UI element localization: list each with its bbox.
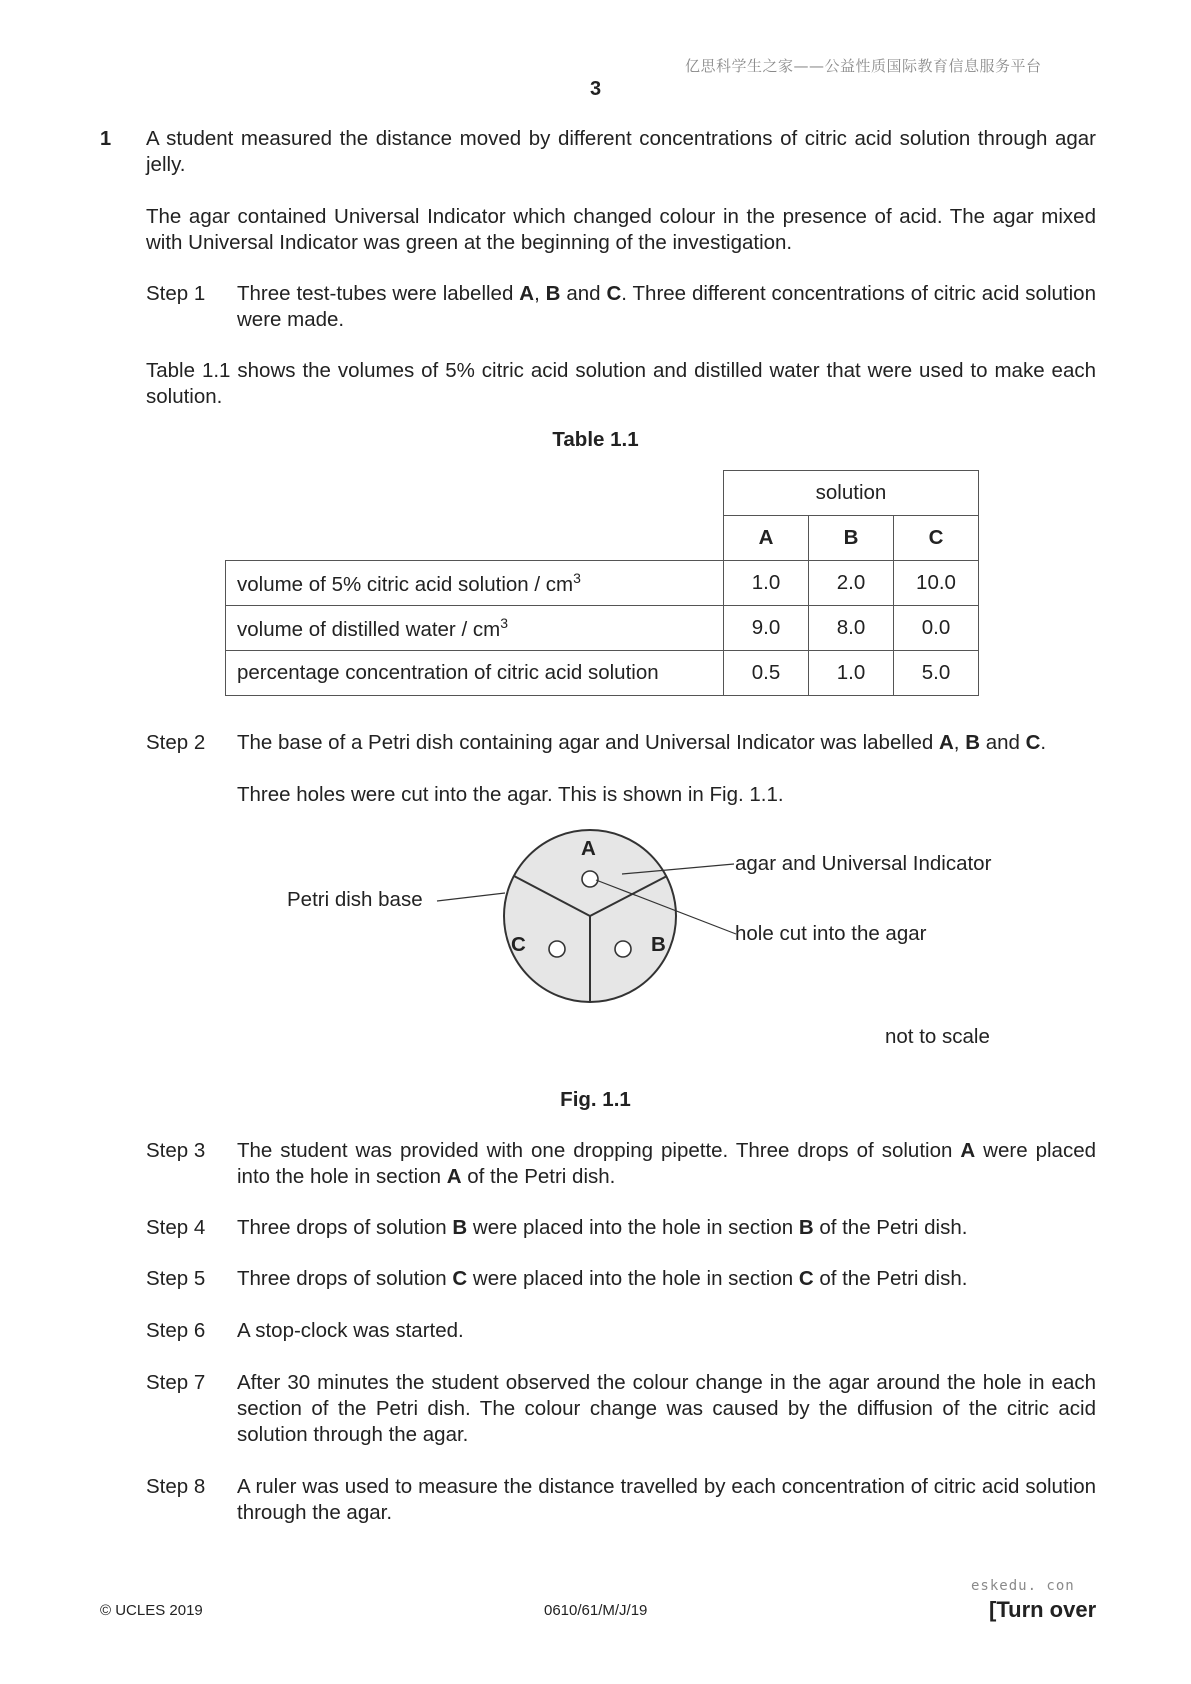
- watermark-text: 亿思科学生之家——公益性质国际教育信息服务平台: [685, 57, 1042, 75]
- text-run: ,: [534, 282, 546, 305]
- bold-run: A: [519, 282, 535, 305]
- table-row: [226, 561, 979, 606]
- table-col-header-c: C: [894, 516, 979, 561]
- agar-label: agar and Universal Indicator: [735, 852, 992, 875]
- step-6-text: A stop-clock was started.: [237, 1319, 464, 1342]
- data-table: [225, 470, 979, 696]
- question-intro: A student measured the distance moved by different concentrations of citric acid solution through agar jelly.: [146, 127, 1096, 176]
- bold-run: B: [452, 1216, 468, 1239]
- row-label-sup: 3: [573, 569, 581, 586]
- hole-c: [549, 941, 565, 957]
- table-cell: 0.0: [894, 606, 979, 651]
- row-label-text: volume of distilled water / cm: [237, 617, 501, 641]
- step-1-label: Step 1: [146, 282, 206, 305]
- step-4-label: Step 4: [146, 1216, 206, 1239]
- step-4-text: [237, 1215, 1096, 1241]
- question-number: 1: [100, 128, 112, 150]
- step-2-label: Step 2: [146, 731, 206, 754]
- text-run: The base of a Petri dish containing agar and Universal Indicator was labelled: [237, 731, 939, 754]
- text-run: . Three different concentrations of citric acid solution were made.: [237, 282, 1096, 331]
- scale-note: not to scale: [885, 1025, 990, 1048]
- text-run: ,: [953, 731, 966, 754]
- petri-base-label: Petri dish base: [287, 888, 423, 911]
- text-run: were placed into the hole in section: [237, 1139, 1096, 1188]
- text-run: Three drops of solution: [237, 1267, 453, 1290]
- figure-caption: Fig. 1.1: [560, 1088, 631, 1111]
- bold-run: C: [452, 1267, 468, 1290]
- text-run: Three drops of solution: [237, 1216, 453, 1239]
- page-number: 3: [589, 78, 602, 100]
- petri-base-leader: [437, 893, 505, 901]
- question-paragraph: The agar contained Universal Indicator which changed colour in the presence of acid. The agar mixed with Universal Indicator was green at the beginning of the investigation.: [146, 205, 1096, 254]
- bold-run: A: [938, 731, 954, 754]
- step-6-label: Step 6: [146, 1319, 206, 1342]
- step-8-label: Step 8: [146, 1475, 206, 1498]
- text-run: were placed into the hole in section: [467, 1267, 799, 1290]
- step-2-line2: Three holes were cut into the agar. This is shown in Fig. 1.1.: [237, 783, 784, 806]
- step-7-text: After 30 minutes the student observed the colour change in the agar around the hole in each section of the Petri dish. The colour change was caused by the diffusion of the citric acid solution through the agar.: [237, 1371, 1096, 1446]
- step-8-text: A ruler was used to measure the distance travelled by each concentration of citric acid solution through the agar.: [237, 1475, 1096, 1524]
- table-cell: 1.0: [724, 561, 809, 606]
- table-cell: 0.5: [724, 651, 809, 696]
- table-cell: 10.0: [894, 561, 979, 606]
- row-label-sup: 3: [500, 614, 508, 631]
- text-run: and: [980, 731, 1026, 754]
- table-row: [226, 651, 979, 696]
- step-2-text: [237, 730, 1096, 756]
- bold-run: B: [798, 1216, 814, 1239]
- text-run: of the Petri dish.: [813, 1267, 968, 1290]
- bold-run: C: [1025, 731, 1041, 754]
- section-label-c: C: [511, 933, 526, 956]
- table-blank-cell: [226, 516, 724, 561]
- text-run: .: [1040, 731, 1047, 754]
- step-3-label: Step 3: [146, 1139, 206, 1162]
- row-label-text: volume of 5% citric acid solution / cm: [237, 572, 574, 596]
- step-5-text: [237, 1266, 1096, 1292]
- site-watermark: eskedu. con: [971, 1578, 1075, 1594]
- section-label-a: A: [581, 837, 596, 860]
- table-cell: 8.0: [809, 606, 894, 651]
- table-row: [226, 606, 979, 651]
- table-cell: 2.0: [809, 561, 894, 606]
- paper-code: 0610/61/M/J/19: [544, 1602, 648, 1619]
- row-label-text: percentage concentration of citric acid solution: [237, 661, 659, 684]
- table-cell: 1.0: [809, 651, 894, 696]
- bold-run: A: [446, 1165, 462, 1188]
- text-run: Three test-tubes were labelled: [237, 282, 520, 305]
- row-label: [226, 561, 724, 606]
- table-cell: 5.0: [894, 651, 979, 696]
- bold-run: B: [545, 282, 561, 305]
- row-label: [226, 651, 724, 696]
- step-7-label: Step 7: [146, 1371, 206, 1394]
- table-col-header-a: A: [724, 516, 809, 561]
- hole-label: hole cut into the agar: [735, 922, 927, 945]
- step-1-text: [237, 281, 1096, 333]
- text-run: were placed into the hole in section: [467, 1216, 799, 1239]
- row-label: [226, 606, 724, 651]
- table-col-header-b: B: [809, 516, 894, 561]
- bold-run: B: [965, 731, 980, 754]
- table-blank-cell: [226, 471, 724, 516]
- bold-run: C: [606, 282, 622, 305]
- text-run: The student was provided with one dropping pipette. Three drops of solution: [237, 1139, 961, 1162]
- text-run: and: [560, 282, 607, 305]
- section-label-b: B: [651, 933, 666, 956]
- turn-over: [Turn over: [989, 1597, 1097, 1622]
- bold-run: C: [798, 1267, 814, 1290]
- text-run: of the Petri dish.: [461, 1165, 616, 1188]
- step-3-text: [237, 1138, 1096, 1190]
- bold-run: A: [960, 1139, 976, 1162]
- table-caption: Table 1.1: [552, 428, 639, 451]
- copyright: © UCLES 2019: [100, 1602, 203, 1619]
- table-group-header: solution: [724, 471, 979, 516]
- text-run: of the Petri dish.: [813, 1216, 968, 1239]
- table-cell: 9.0: [724, 606, 809, 651]
- step-5-label: Step 5: [146, 1267, 206, 1290]
- hole-b: [615, 941, 631, 957]
- table-intro: Table 1.1 shows the volumes of 5% citric acid solution and distilled water that were used to make each solution.: [146, 359, 1096, 408]
- hole-a: [582, 871, 598, 887]
